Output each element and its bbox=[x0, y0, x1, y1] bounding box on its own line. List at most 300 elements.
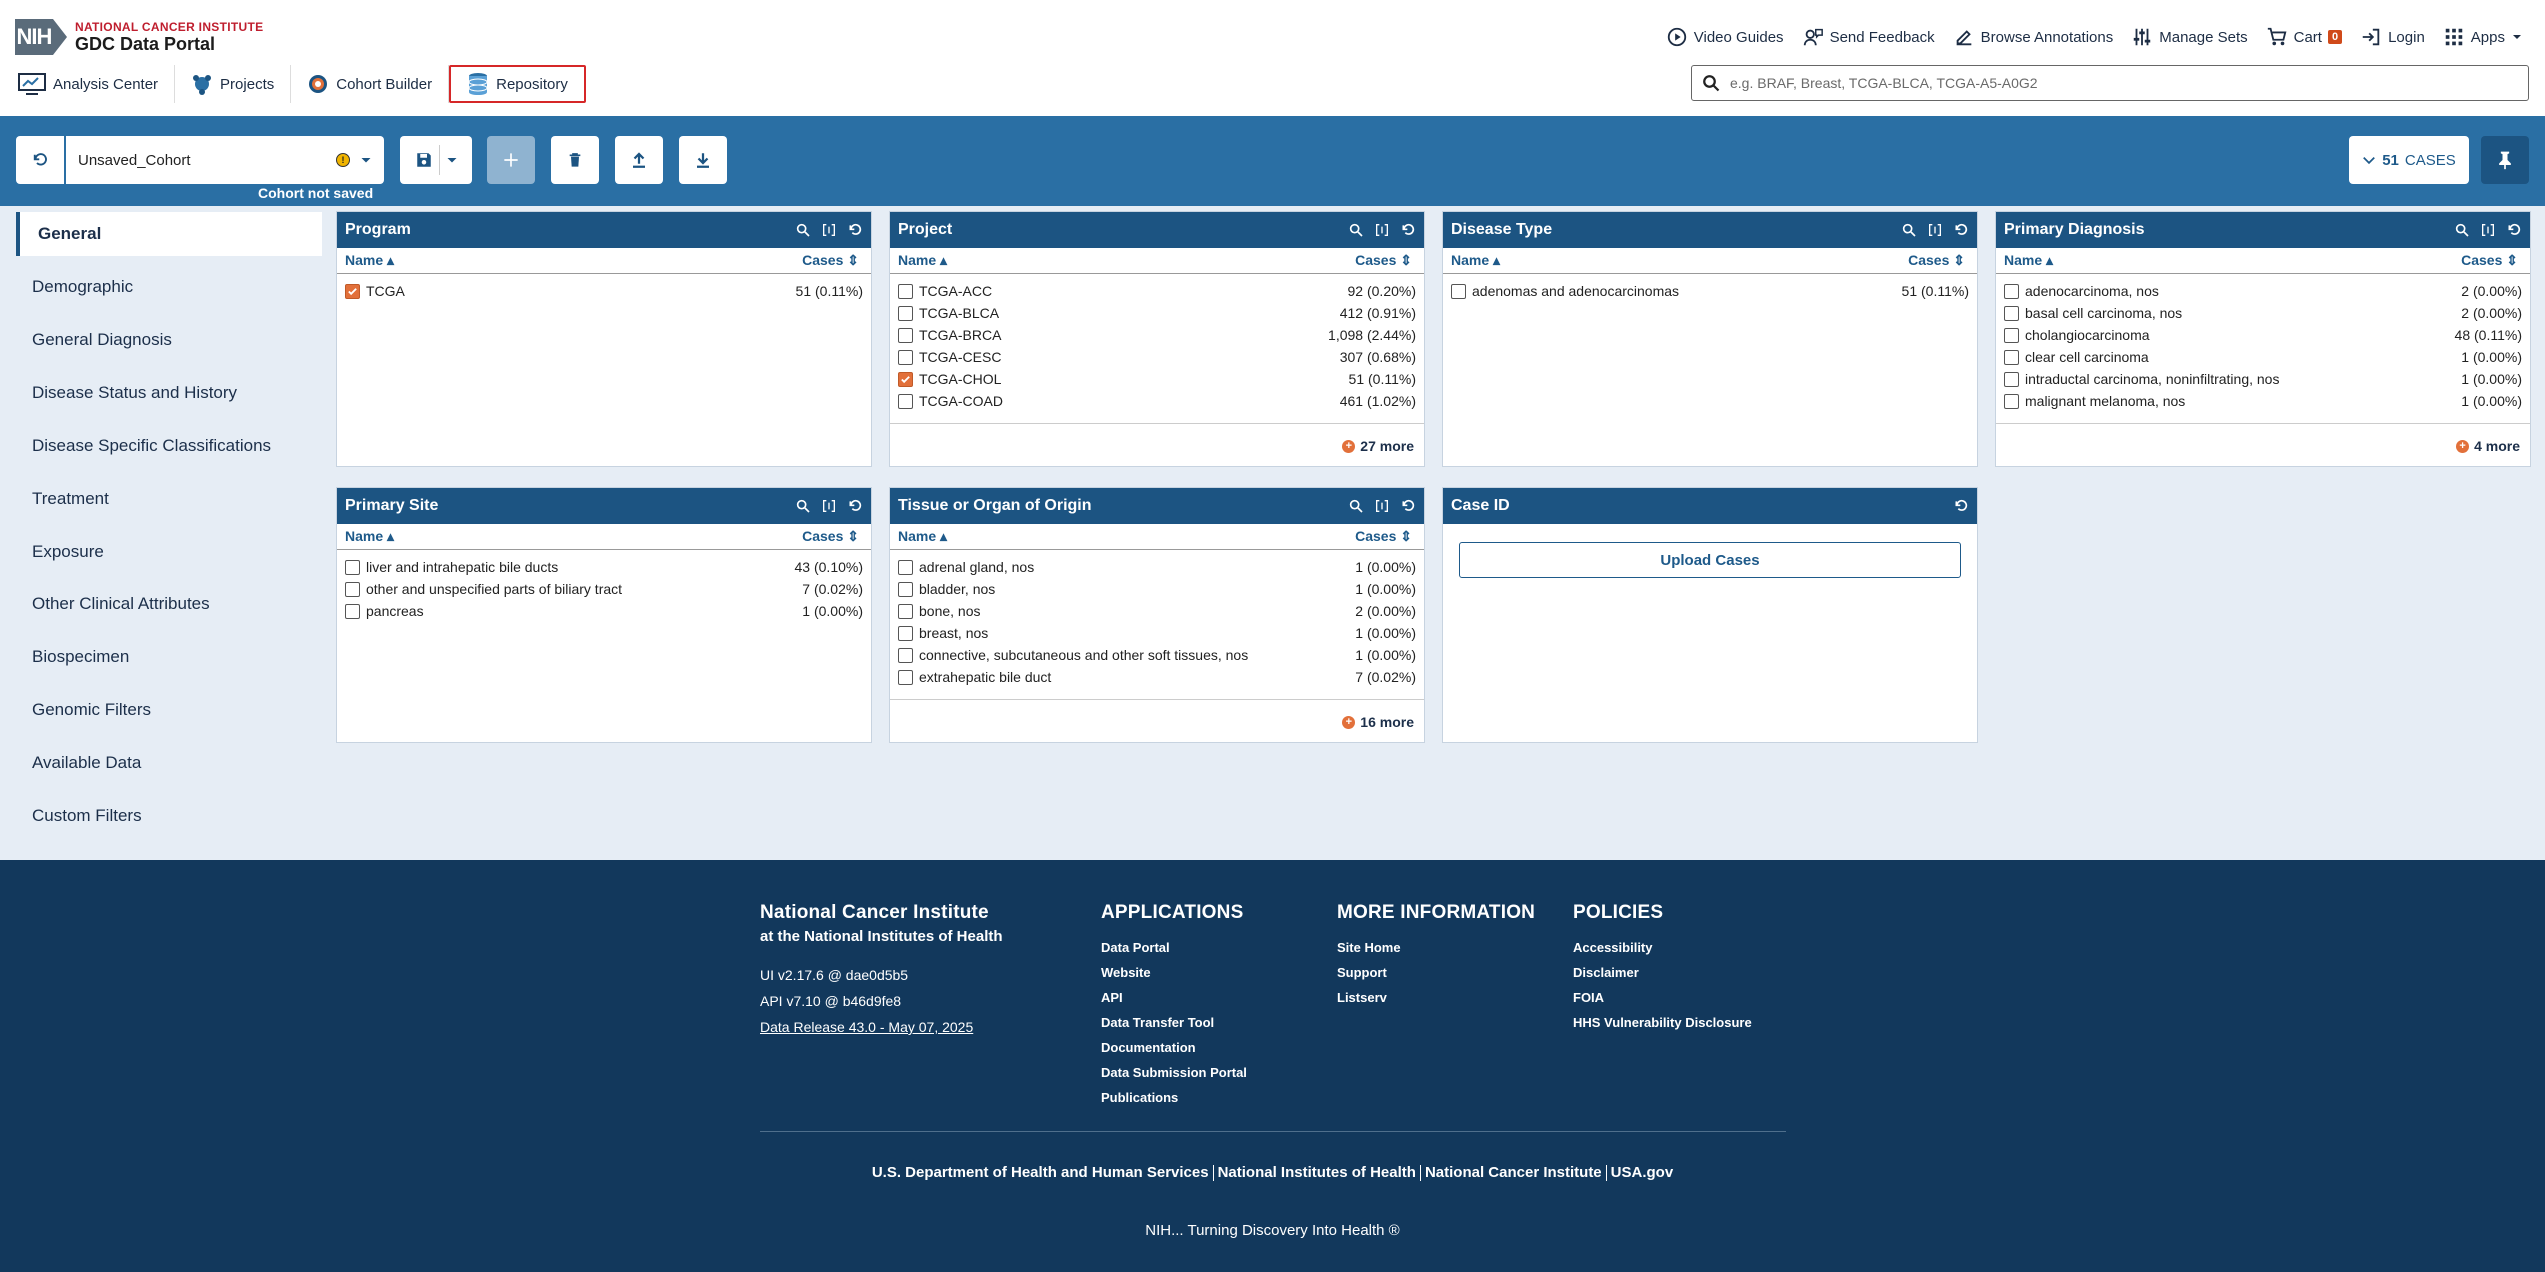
show-more-button[interactable] bbox=[2456, 438, 2520, 454]
grid-icon bbox=[2443, 26, 2465, 48]
facet-value-count: 461 (1.02%) bbox=[1339, 393, 1416, 409]
nav-repository[interactable] bbox=[449, 65, 586, 103]
facet-value-count: 1 (0.00%) bbox=[2461, 393, 2522, 409]
edit-icon bbox=[1953, 26, 1975, 48]
sliders-icon bbox=[2131, 26, 2153, 48]
import-cohort-button[interactable] bbox=[615, 136, 663, 184]
show-more-label: 4 more bbox=[2474, 438, 2520, 454]
card-header bbox=[1443, 212, 1977, 248]
facet-value-count: 7 (0.02%) bbox=[802, 581, 863, 597]
checkbox[interactable] bbox=[898, 670, 913, 685]
checkbox[interactable] bbox=[345, 582, 360, 597]
plus-circle-icon: + bbox=[1342, 440, 1355, 453]
sidebar-item-label: Disease Status and History bbox=[32, 383, 238, 402]
sidebar-item-demographic[interactable] bbox=[16, 265, 322, 309]
facet-row[interactable] bbox=[2004, 280, 2522, 302]
search-icon bbox=[1702, 74, 1720, 92]
sidebar-item-general-diagnosis[interactable] bbox=[16, 318, 322, 362]
facet-value-count: 1 (0.00%) bbox=[1355, 625, 1416, 641]
link-separator bbox=[1213, 1165, 1214, 1181]
cart-count-badge: 0 bbox=[2328, 30, 2342, 44]
card-header bbox=[337, 212, 871, 248]
footer-link[interactable]: Listserv bbox=[1337, 990, 1387, 1005]
cart-link[interactable] bbox=[2266, 26, 2342, 48]
browse-annotations-label: Browse Annotations bbox=[1980, 28, 2114, 46]
card-footer-divider bbox=[1996, 423, 2530, 424]
sort-asc-icon: ▴ bbox=[936, 528, 948, 544]
case-count-label: CASES bbox=[2404, 151, 2456, 169]
nav-cohort-builder[interactable] bbox=[291, 65, 449, 103]
reset-icon[interactable] bbox=[1400, 498, 1416, 514]
show-more-button[interactable] bbox=[1342, 714, 1414, 730]
nih-logo-arrow bbox=[53, 19, 67, 55]
facet-value-label: liver and intrahepatic bile ducts bbox=[366, 559, 559, 575]
search-icon[interactable] bbox=[2454, 222, 2470, 238]
sidebar-item-treatment[interactable] bbox=[16, 477, 322, 521]
facet-value-label: TCGA-CESC bbox=[919, 349, 1002, 365]
checkbox[interactable] bbox=[898, 284, 913, 299]
facet-value-label: connective, subcutaneous and other soft tissues, nos bbox=[919, 647, 1249, 663]
name-column-label: Name bbox=[345, 528, 384, 544]
sidebar-item-other-clinical-attributes[interactable] bbox=[16, 582, 322, 626]
facet-value-count: 51 (0.11%) bbox=[1348, 371, 1416, 387]
facet-row[interactable] bbox=[898, 666, 1416, 688]
column-header bbox=[1443, 248, 1977, 274]
checkbox[interactable] bbox=[2004, 284, 2019, 299]
expand-icon[interactable] bbox=[1374, 498, 1390, 514]
facet-values bbox=[1443, 274, 1977, 302]
show-more-button[interactable] bbox=[1342, 438, 1414, 454]
facet-row[interactable] bbox=[2004, 346, 2522, 368]
footer-link[interactable]: Documentation bbox=[1101, 1040, 1196, 1055]
facet-row[interactable] bbox=[898, 600, 1416, 622]
api-version: API v7.10 @ b46d9fe8 bbox=[760, 993, 902, 1009]
nci-label: NATIONAL CANCER INSTITUTE bbox=[75, 19, 264, 34]
search-placeholder: e.g. BRAF, Breast, TCGA-BLCA, TCGA-A5-A0G2 bbox=[1730, 75, 2038, 91]
manage-sets-label: Manage Sets bbox=[2159, 28, 2248, 46]
facet-value-label: pancreas bbox=[366, 603, 424, 619]
reset-icon[interactable] bbox=[1953, 222, 1969, 238]
chevron-down-icon bbox=[446, 154, 458, 166]
name-column-label: Name bbox=[1451, 252, 1490, 268]
cohort-builder-icon bbox=[307, 73, 329, 95]
checkbox[interactable] bbox=[898, 306, 913, 321]
reset-icon[interactable] bbox=[847, 498, 863, 514]
facet-values bbox=[890, 274, 1424, 412]
checkbox[interactable] bbox=[2004, 350, 2019, 365]
nav-analysis-center[interactable] bbox=[14, 65, 175, 103]
sort-asc-icon: ▴ bbox=[936, 252, 948, 268]
facet-value-count: 2 (0.00%) bbox=[2461, 283, 2522, 299]
card-header bbox=[1996, 212, 2530, 248]
sort-toggle-icon: ⇕ bbox=[1396, 252, 1412, 268]
facet-row[interactable] bbox=[345, 280, 863, 302]
export-cohort-button[interactable] bbox=[679, 136, 727, 184]
card-header bbox=[890, 212, 1424, 248]
save-icon bbox=[415, 151, 433, 169]
link-separator bbox=[1606, 1165, 1607, 1181]
nav-projects[interactable] bbox=[175, 65, 291, 103]
save-cohort-button[interactable] bbox=[400, 136, 472, 184]
sidebar-item-label: Biospecimen bbox=[32, 647, 130, 666]
chevron-down-icon bbox=[2511, 31, 2523, 43]
login-icon bbox=[2360, 26, 2382, 48]
reset-icon[interactable] bbox=[1400, 222, 1416, 238]
footer-org-title: National Cancer Institute bbox=[760, 902, 989, 923]
cohort-bar bbox=[0, 116, 2545, 206]
card-title: Primary Site bbox=[345, 497, 439, 514]
sort-by-cases[interactable] bbox=[1355, 252, 1412, 269]
facet-row[interactable] bbox=[345, 556, 863, 578]
login-label: Login bbox=[2388, 28, 2425, 46]
facet-card-primary-site bbox=[336, 487, 872, 743]
facet-row[interactable] bbox=[898, 368, 1416, 390]
facet-row[interactable] bbox=[898, 622, 1416, 644]
analysis-center-icon bbox=[18, 73, 46, 95]
sidebar-item-exposure[interactable] bbox=[16, 530, 322, 574]
facet-grid bbox=[322, 206, 2545, 860]
facet-value-label: breast, nos bbox=[919, 625, 989, 641]
download-icon bbox=[694, 151, 712, 169]
column-header bbox=[890, 524, 1424, 550]
card-tools bbox=[1348, 222, 1424, 238]
case-count: 51 bbox=[2382, 151, 2399, 169]
facet-row[interactable] bbox=[898, 644, 1416, 666]
facet-row[interactable] bbox=[1451, 280, 1969, 302]
facet-row[interactable] bbox=[898, 578, 1416, 600]
cases-column-label: Cases bbox=[1908, 252, 1950, 268]
facet-card-case-id bbox=[1442, 487, 1978, 743]
facet-value-count: 1 (0.00%) bbox=[1355, 647, 1416, 663]
facet-row[interactable] bbox=[898, 324, 1416, 346]
nav-projects-label: Projects bbox=[220, 75, 275, 93]
card-tools bbox=[1348, 498, 1424, 514]
facet-card-tissue-origin bbox=[889, 487, 1425, 743]
reset-icon[interactable] bbox=[2506, 222, 2522, 238]
reset-icon[interactable] bbox=[847, 222, 863, 238]
card-title: Tissue or Organ of Origin bbox=[898, 497, 1092, 514]
sort-toggle-icon: ⇕ bbox=[843, 528, 859, 544]
facet-value-count: 7 (0.02%) bbox=[1355, 669, 1416, 685]
facet-value-label: extrahepatic bile duct bbox=[919, 669, 1052, 685]
search-icon[interactable] bbox=[1348, 222, 1364, 238]
card-title: Case ID bbox=[1451, 497, 1510, 514]
sidebar-item-label: Demographic bbox=[32, 277, 134, 296]
facet-value-count: 2 (0.00%) bbox=[1355, 603, 1416, 619]
facet-row[interactable] bbox=[898, 556, 1416, 578]
checkbox[interactable] bbox=[898, 582, 913, 597]
checkbox[interactable] bbox=[2004, 328, 2019, 343]
nav-repository-label: Repository bbox=[496, 75, 568, 93]
facet-values bbox=[890, 550, 1424, 688]
checkbox[interactable] bbox=[898, 626, 913, 641]
footer-link[interactable]: API bbox=[1101, 990, 1123, 1005]
send-feedback-label: Send Feedback bbox=[1829, 28, 1935, 46]
manage-sets-link[interactable] bbox=[2131, 26, 2247, 48]
cohort-name: Unsaved_Cohort bbox=[78, 151, 191, 169]
sort-asc-icon: ▴ bbox=[2042, 252, 2054, 268]
gdc-logo[interactable] bbox=[15, 19, 263, 55]
sort-by-cases[interactable] bbox=[802, 528, 859, 545]
facet-value-label: intraductal carcinoma, noninfiltrating, nos bbox=[2025, 371, 2280, 387]
cases-column-label: Cases bbox=[802, 528, 844, 544]
send-feedback-link[interactable] bbox=[1802, 26, 1935, 48]
facet-value-label: bladder, nos bbox=[919, 581, 996, 597]
footer-policies bbox=[1573, 902, 1752, 1030]
footer-org-subtitle: at the National Institutes of Health bbox=[760, 928, 1003, 945]
expand-icon[interactable] bbox=[1374, 222, 1390, 238]
sidebar-item-label: Genomic Filters bbox=[32, 700, 152, 719]
checkbox[interactable] bbox=[898, 648, 913, 663]
facet-row[interactable] bbox=[898, 280, 1416, 302]
facet-row[interactable] bbox=[898, 390, 1416, 412]
nav-analysis-center-label: Analysis Center bbox=[53, 75, 159, 93]
checkbox[interactable] bbox=[1451, 284, 1466, 299]
cases-column-label: Cases bbox=[1355, 252, 1397, 268]
pin-cohort-bar-button[interactable] bbox=[2481, 136, 2529, 184]
plus-circle-icon: + bbox=[2456, 440, 2469, 453]
video-guides-label: Video Guides bbox=[1693, 28, 1784, 46]
checkbox-checked[interactable] bbox=[898, 372, 913, 387]
facet-values bbox=[1996, 274, 2530, 412]
sort-toggle-icon: ⇕ bbox=[1949, 252, 1965, 268]
sidebar-item-disease-specific-classifications[interactable] bbox=[16, 424, 322, 468]
checkbox-checked[interactable] bbox=[345, 284, 360, 299]
footer-more-information bbox=[1337, 902, 1535, 1005]
projects-icon bbox=[191, 73, 213, 95]
card-tools bbox=[795, 498, 871, 514]
card-header bbox=[890, 488, 1424, 524]
expand-icon[interactable] bbox=[821, 498, 837, 514]
sort-by-name[interactable] bbox=[898, 528, 947, 545]
column-header bbox=[337, 248, 871, 274]
checkbox[interactable] bbox=[345, 560, 360, 575]
quick-search-input[interactable] bbox=[1691, 65, 2529, 101]
facet-row[interactable] bbox=[2004, 324, 2522, 346]
undo-icon bbox=[31, 151, 49, 169]
facet-value-label: TCGA-COAD bbox=[919, 393, 1003, 409]
sort-asc-icon: ▴ bbox=[383, 528, 395, 544]
sort-toggle-icon: ⇕ bbox=[2502, 252, 2518, 268]
footer-link[interactable]: Disclaimer bbox=[1573, 965, 1639, 980]
name-column-label: Name bbox=[898, 528, 937, 544]
cohort-selector[interactable] bbox=[66, 136, 384, 184]
sort-by-name[interactable] bbox=[2004, 252, 2053, 269]
search-icon[interactable] bbox=[795, 498, 811, 514]
checkbox[interactable] bbox=[898, 328, 913, 343]
checkbox[interactable] bbox=[898, 350, 913, 365]
footer-link[interactable]: Support bbox=[1337, 965, 1387, 980]
footer-link[interactable]: Site Home bbox=[1337, 940, 1401, 955]
footer-bottom-link[interactable]: U.S. Department of Health and Human Services bbox=[871, 1164, 1209, 1181]
search-icon[interactable] bbox=[1901, 222, 1917, 238]
new-cohort-button[interactable] bbox=[487, 136, 535, 184]
card-tools bbox=[2454, 222, 2530, 238]
facet-row[interactable] bbox=[898, 302, 1416, 324]
facet-value-count: 1 (0.00%) bbox=[1355, 581, 1416, 597]
footer-bottom-links bbox=[0, 1164, 2545, 1181]
facet-values bbox=[337, 274, 871, 302]
facet-row[interactable] bbox=[898, 346, 1416, 368]
footer-link[interactable]: FOIA bbox=[1573, 990, 1605, 1005]
upload-cases-button[interactable]: Upload Cases bbox=[1459, 542, 1961, 578]
expand-icon[interactable] bbox=[2480, 222, 2496, 238]
checkbox[interactable] bbox=[2004, 372, 2019, 387]
facet-value-label: other and unspecified parts of biliary tract bbox=[366, 581, 623, 597]
database-icon bbox=[467, 72, 489, 96]
sort-by-cases[interactable] bbox=[2461, 252, 2518, 269]
facet-value-count: 307 (0.68%) bbox=[1339, 349, 1416, 365]
sidebar-item-label: General bbox=[38, 224, 102, 243]
footer-link[interactable]: Publications bbox=[1101, 1090, 1179, 1105]
sort-by-cases[interactable] bbox=[1908, 252, 1965, 269]
browse-annotations-link[interactable] bbox=[1953, 26, 2114, 48]
facet-value-label: adenocarcinoma, nos bbox=[2025, 283, 2159, 299]
cases-column-label: Cases bbox=[2461, 252, 2503, 268]
facet-row[interactable] bbox=[345, 600, 863, 622]
expand-icon[interactable] bbox=[821, 222, 837, 238]
sidebar-item-genomic-filters[interactable] bbox=[16, 688, 322, 732]
card-title: Project bbox=[898, 221, 953, 238]
facet-row[interactable] bbox=[2004, 390, 2522, 412]
facet-card-project bbox=[889, 211, 1425, 467]
cohort-cases-button[interactable] bbox=[2349, 136, 2469, 184]
footer-link[interactable]: Data Transfer Tool bbox=[1101, 1015, 1215, 1030]
login-link[interactable] bbox=[2360, 26, 2425, 48]
facet-value-count: 92 (0.20%) bbox=[1347, 283, 1416, 299]
cases-column-label: Cases bbox=[1355, 528, 1397, 544]
logo-text bbox=[75, 20, 263, 55]
sidebar-item-label: Exposure bbox=[32, 542, 104, 561]
facet-value-count: 51 (0.11%) bbox=[1901, 283, 1969, 299]
sidebar-item-label: Disease Specific Classifications bbox=[32, 436, 272, 455]
facet-value-label: clear cell carcinoma bbox=[2025, 349, 2149, 365]
sort-toggle-icon: ⇕ bbox=[1396, 528, 1412, 544]
plus-icon bbox=[503, 152, 519, 168]
unsaved-warning-icon: ! bbox=[336, 153, 350, 167]
footer-link[interactable]: Data Portal bbox=[1101, 940, 1170, 955]
facet-card-disease-type bbox=[1442, 211, 1978, 467]
card-header bbox=[1443, 488, 1977, 524]
sort-by-cases[interactable] bbox=[802, 252, 859, 269]
filter-category-sidebar bbox=[0, 206, 322, 860]
card-footer-divider bbox=[890, 423, 1424, 424]
sidebar-item-custom-filters[interactable] bbox=[16, 794, 322, 838]
column-header bbox=[1996, 248, 2530, 274]
expand-icon[interactable] bbox=[1927, 222, 1943, 238]
play-circle-icon bbox=[1666, 26, 1688, 48]
sidebar-item-label: Available Data bbox=[32, 753, 142, 772]
facet-value-label: TCGA-BRCA bbox=[919, 327, 1002, 343]
card-title: Program bbox=[345, 221, 411, 238]
sidebar-item-general[interactable] bbox=[16, 212, 322, 256]
facet-values bbox=[337, 550, 871, 622]
sort-by-name[interactable] bbox=[898, 252, 947, 269]
sidebar-item-label: Custom Filters bbox=[32, 806, 142, 825]
footer-column-heading: POLICIES bbox=[1573, 902, 1664, 923]
search-icon[interactable] bbox=[1348, 498, 1364, 514]
show-more-label: 27 more bbox=[1360, 438, 1414, 454]
column-header bbox=[337, 524, 871, 550]
cart-label: Cart bbox=[2293, 28, 2322, 46]
facet-row[interactable] bbox=[345, 578, 863, 600]
card-footer-divider bbox=[890, 699, 1424, 700]
facet-row[interactable] bbox=[2004, 302, 2522, 324]
footer-link[interactable]: Data Submission Portal bbox=[1101, 1065, 1247, 1080]
show-more-label: 16 more bbox=[1360, 714, 1414, 730]
sidebar-item-available-data[interactable] bbox=[16, 741, 322, 785]
facet-value-label: adrenal gland, nos bbox=[919, 559, 1035, 575]
cases-column-label: Cases bbox=[802, 252, 844, 268]
card-title: Disease Type bbox=[1451, 221, 1553, 238]
data-release-link[interactable]: Data Release 43.0 - May 07, 2025 bbox=[760, 1019, 974, 1035]
footer-bottom-link[interactable]: USA.gov bbox=[1610, 1164, 1674, 1181]
chevron-down-icon bbox=[360, 154, 372, 166]
sort-by-name[interactable] bbox=[1451, 252, 1500, 269]
video-guides-link[interactable] bbox=[1666, 26, 1784, 48]
sidebar-item-label: Treatment bbox=[32, 489, 109, 508]
facet-value-label: cholangiocarcinoma bbox=[2025, 327, 2150, 343]
delete-cohort-button[interactable] bbox=[551, 136, 599, 184]
sort-by-cases[interactable] bbox=[1355, 528, 1412, 545]
facet-value-label: adenomas and adenocarcinomas bbox=[1472, 283, 1680, 299]
checkbox[interactable] bbox=[345, 604, 360, 619]
checkbox[interactable] bbox=[2004, 306, 2019, 321]
facet-value-count: 43 (0.10%) bbox=[794, 559, 863, 575]
reset-icon[interactable] bbox=[1953, 498, 1969, 514]
sort-toggle-icon: ⇕ bbox=[843, 252, 859, 268]
check-icon bbox=[900, 374, 911, 385]
cohort-status: Cohort not saved bbox=[258, 185, 374, 201]
name-column-label: Name bbox=[2004, 252, 2043, 268]
card-title: Primary Diagnosis bbox=[2004, 221, 2145, 238]
sort-asc-icon: ▴ bbox=[383, 252, 395, 268]
footer-tagline: NIH... Turning Discovery Into Health ® bbox=[1145, 1222, 1400, 1239]
facet-value-label: bone, nos bbox=[919, 603, 981, 619]
card-tools bbox=[795, 222, 871, 238]
sort-by-name[interactable] bbox=[345, 528, 394, 545]
footer-applications bbox=[1101, 902, 1247, 1105]
checkbox[interactable] bbox=[898, 394, 913, 409]
sidebar-item-biospecimen[interactable] bbox=[16, 635, 322, 679]
facet-value-label: TCGA bbox=[366, 283, 405, 299]
footer-bottom-link[interactable]: National Institutes of Health bbox=[1217, 1164, 1416, 1181]
checkbox[interactable] bbox=[2004, 394, 2019, 409]
facet-value-count: 412 (0.91%) bbox=[1339, 305, 1416, 321]
check-icon bbox=[347, 286, 358, 297]
sort-by-name[interactable] bbox=[345, 252, 394, 269]
discard-changes-button[interactable] bbox=[16, 136, 64, 184]
facet-row[interactable] bbox=[2004, 368, 2522, 390]
feedback-icon bbox=[1802, 26, 1824, 48]
cart-icon bbox=[2266, 26, 2288, 48]
checkbox[interactable] bbox=[898, 604, 913, 619]
footer-link[interactable]: HHS Vulnerability Disclosure bbox=[1573, 1015, 1752, 1030]
footer-bottom-link[interactable]: National Cancer Institute bbox=[1424, 1164, 1602, 1181]
pin-icon bbox=[2495, 149, 2515, 171]
checkbox[interactable] bbox=[898, 560, 913, 575]
footer-divider bbox=[760, 1131, 1786, 1132]
facet-value-count: 1 (0.00%) bbox=[1355, 559, 1416, 575]
footer-link[interactable]: Accessibility bbox=[1573, 940, 1653, 955]
search-icon[interactable] bbox=[795, 222, 811, 238]
apps-menu[interactable] bbox=[2443, 26, 2523, 48]
header bbox=[0, 0, 2545, 116]
sidebar-item-disease-status-history[interactable] bbox=[16, 371, 322, 415]
nav-cohort-builder-label: Cohort Builder bbox=[336, 75, 433, 93]
footer-link[interactable]: Website bbox=[1101, 965, 1151, 980]
facet-value-count: 1,098 (2.44%) bbox=[1328, 327, 1416, 343]
